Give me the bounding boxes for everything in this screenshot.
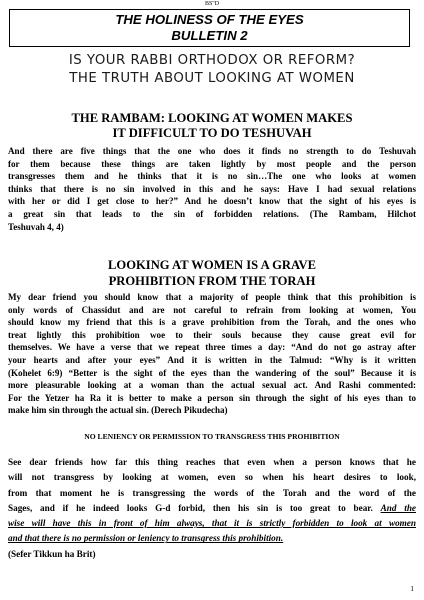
section2-heading-line-1: LOOKING AT WOMEN IS A GRAVE	[108, 258, 316, 272]
section3-line: Sages, and if he indeed looks G-d forbid, then his sin is too great to bear.	[8, 502, 373, 513]
section3-line: will not transgress by looking at women, even so when his heart desires to look,	[8, 472, 416, 483]
section1-line: Teshuvah 4, 4)	[8, 221, 64, 232]
subtitle-line-1: IS YOUR RABBI ORTHODOX OR REFORM?	[68, 53, 356, 68]
section1-line: for them because these things are taken lightly by most people and the person	[8, 158, 416, 169]
section1-line: a great sin that leads to the sin of forbidden relations. (The Rambam, Hilchot	[8, 208, 416, 219]
section1-heading-line-1: THE RAMBAM: LOOKING AT WOMEN MAKES	[71, 111, 353, 125]
section2-line: For the Yetzer ha Ra it is better to make a person sin through the sight of his eyes than to	[8, 392, 416, 403]
section2-line: My dear friend you should know that a majority of people think that this prohibition is	[8, 292, 416, 302]
section1-line: And there are five things that the one who does it finds no strength to do Teshuvah	[8, 146, 416, 156]
section2-paragraph	[8, 291, 416, 417]
section2-line: should know my friend that this is a grave prohibition from the Torah, and the ones who	[8, 317, 416, 328]
title-box	[9, 9, 410, 47]
subtitle-line-2: THE TRUTH ABOUT LOOKING AT WOMEN	[69, 71, 355, 86]
section3-paragraph	[8, 455, 416, 547]
emphasis-line: and that there is no permission or leniency to transgress this prohibition.	[8, 533, 284, 544]
section1-paragraph	[8, 145, 416, 233]
section2-line: themselves. We have a verse that we repeat three times a day: “And do not go astray after	[8, 342, 416, 353]
section2-line: only words of Chassidut and are not careful to refrain from looking at women, You	[8, 304, 416, 315]
section1-line: with her or did I get close to her?” And he doesn’t know that the sight of his eyes is	[8, 196, 416, 207]
section2-line: make him sin through the actual sin. (Derech Pikudecha)	[8, 405, 228, 416]
section2-heading-line-2: PROHIBITION FROM THE TORAH	[108, 274, 316, 288]
section3-line: See dear friends how far this thing reaches that even when a person knows that he	[8, 457, 416, 467]
emphasis-text: And the	[380, 502, 417, 513]
section3-heading: NO LENIENCY OR PERMISSION TO TRANSGRESS THIS PROHIBITION	[84, 432, 340, 441]
section2-line: more pleasurable looking at a woman than the actual sexual act. And Rashi commented:	[8, 380, 416, 391]
section3-line: from that moment he is transgressing the words of the Torah and the word of the	[8, 487, 416, 498]
section3-line-with-emphasis	[8, 501, 416, 516]
section1-line: thinks that there is no sin involved in this and he says: Have I had sexual relations	[8, 183, 416, 194]
header-mark: BS"D	[204, 1, 220, 7]
emphasis-line: wise will have this in front of him always, that it is strictly forbidden to look at women	[8, 518, 416, 529]
section1-line: transgresses them and he thinks that it is no sin…The one who looks at women	[8, 171, 416, 182]
section2-line: treat lightly this prohibition woe to their souls because they cause great evil for	[8, 329, 416, 340]
section3-source: (Sefer Tikkun ha Brit)	[8, 549, 96, 559]
page-number: 1	[410, 584, 414, 593]
title-line-1: THE HOLINESS OF THE EYES	[115, 12, 304, 27]
section2-line: your hearts and after your eyes” And it is written in the Talmud: “Why is it written	[8, 354, 416, 365]
section1-heading-line-2: IT DIFFICULT TO DO TESHUVAH	[112, 126, 312, 140]
title-line-2: BULLETIN 2	[171, 28, 248, 43]
section2-line: (Kohelet 6:9) “Better is the sight of the eyes than the wandering of the soul” Because it is	[8, 367, 416, 378]
